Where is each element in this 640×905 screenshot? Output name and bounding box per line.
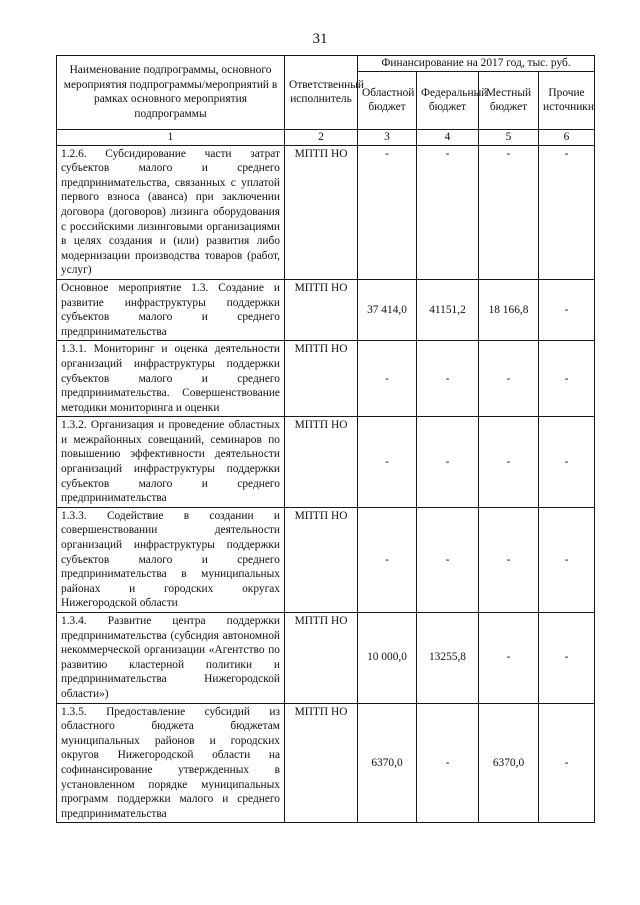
page-number: 31 xyxy=(312,31,328,47)
regional-budget-value: - xyxy=(358,145,417,279)
column-number: 1 xyxy=(57,129,285,145)
table-row xyxy=(57,341,595,417)
measure-name: 1.3.3. Содействие в создании и совершенствовании деятельности организаций инфраструктуры поддержки субъектов малого и среднего предпринимательства в муниципальных районах и городских округах Нижегородской области xyxy=(57,507,285,612)
column-number: 6 xyxy=(539,129,595,145)
federal-budget-value: - xyxy=(417,145,479,279)
local-budget-value: 18 166,8 xyxy=(479,279,539,340)
table-row xyxy=(57,507,595,612)
regional-budget-value: - xyxy=(358,341,417,417)
column-number: 2 xyxy=(285,129,358,145)
local-budget-value: 6370,0 xyxy=(479,703,539,823)
header-name-column: Наименование подпрограммы, основного мероприятия подпрограммы/мероприятий в рамках основного мероприятия подпрограммы xyxy=(57,56,285,130)
table-row xyxy=(57,703,595,823)
responsible-executor: МПТП НО xyxy=(285,341,358,417)
federal-budget-value: 41151,2 xyxy=(417,279,479,340)
financing-table xyxy=(56,55,595,823)
local-budget-value: - xyxy=(479,417,539,508)
federal-budget-value: - xyxy=(417,417,479,508)
header-row-top xyxy=(57,56,595,72)
responsible-executor: МПТП НО xyxy=(285,417,358,508)
other-sources-value: - xyxy=(539,417,595,508)
other-sources-value: - xyxy=(539,341,595,417)
regional-budget-value: - xyxy=(358,417,417,508)
regional-budget-value: 10 000,0 xyxy=(358,613,417,704)
federal-budget-value: - xyxy=(417,341,479,417)
local-budget-value: - xyxy=(479,341,539,417)
local-budget-value: - xyxy=(479,145,539,279)
header-federal-budget: Федеральный бюджет xyxy=(417,71,479,129)
table-row xyxy=(57,613,595,704)
other-sources-value: - xyxy=(539,613,595,704)
measure-name: 1.3.2. Организация и проведение областных и межрайонных совещаний, семинаров по повышению эффективности деятельности организаций инфраструктуры поддержки субъектов малого и среднего предпринимательства xyxy=(57,417,285,508)
responsible-executor: МПТП НО xyxy=(285,703,358,823)
table-row xyxy=(57,417,595,508)
responsible-executor: МПТП НО xyxy=(285,279,358,340)
other-sources-value: - xyxy=(539,145,595,279)
responsible-executor: МПТП НО xyxy=(285,507,358,612)
federal-budget-value: 13255,8 xyxy=(417,613,479,704)
responsible-executor: МПТП НО xyxy=(285,145,358,279)
other-sources-value: - xyxy=(539,703,595,823)
table-row xyxy=(57,279,595,340)
measure-name: 1.2.6. Субсидирование части затрат субъектов малого и среднего предпринимательства, связанных с уплатой первого взноса (аванса) при заключении договора (договоров) лизинга оборудования с российскими лизинговыми организациями в целях создания и (или) развития либо модернизации производства товаров (работ, услуг) xyxy=(57,145,285,279)
table-row xyxy=(57,145,595,279)
measure-name: 1.3.1. Мониторинг и оценка деятельности организаций инфраструктуры поддержки субъектов малого и среднего предпринимательства. Совершенствование методики мониторинга и оценки xyxy=(57,341,285,417)
responsible-executor: МПТП НО xyxy=(285,613,358,704)
column-number: 3 xyxy=(358,129,417,145)
header-local-budget: Местный бюджет xyxy=(479,71,539,129)
column-number: 4 xyxy=(417,129,479,145)
measure-name: Основное мероприятие 1.3. Создание и развитие инфраструктуры поддержки субъектов малого и среднего предпринимательства xyxy=(57,279,285,340)
column-number-row xyxy=(57,129,595,145)
regional-budget-value: - xyxy=(358,507,417,612)
federal-budget-value: - xyxy=(417,703,479,823)
local-budget-value: - xyxy=(479,613,539,704)
measure-name: 1.3.4. Развитие центра поддержки предпринимательства (субсидия автономной некоммерческой организации «Агентство по развитию кластерной политики и предпринимательства Нижегородской области») xyxy=(57,613,285,704)
local-budget-value: - xyxy=(479,507,539,612)
header-financing-group: Финансирование на 2017 год, тыс. руб. xyxy=(358,56,595,72)
header-regional-budget: Областной бюджет xyxy=(358,71,417,129)
other-sources-value: - xyxy=(539,279,595,340)
regional-budget-value: 37 414,0 xyxy=(358,279,417,340)
header-other-sources: Прочие источники xyxy=(539,71,595,129)
federal-budget-value: - xyxy=(417,507,479,612)
measure-name: 1.3.5. Предоставление субсидий из областного бюджета бюджетам муниципальных районов и городских округов Нижегородской области на софинансирование утвержденных в установленном порядке муниципальных программ поддержки малого и среднего предпринимательства xyxy=(57,703,285,823)
header-responsible-column: Ответственный исполнитель xyxy=(285,56,358,130)
other-sources-value: - xyxy=(539,507,595,612)
regional-budget-value: 6370,0 xyxy=(358,703,417,823)
column-number: 5 xyxy=(479,129,539,145)
